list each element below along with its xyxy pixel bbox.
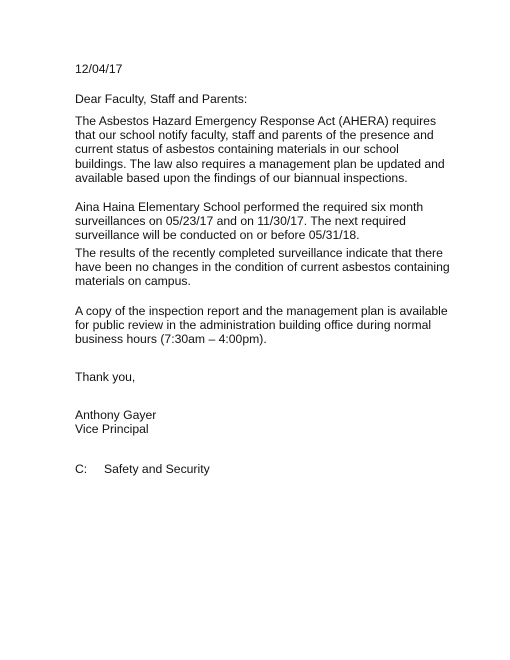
letter-greeting: Dear Faculty, Staff and Parents:: [75, 92, 248, 106]
letter-date: 12/04/17: [75, 62, 123, 76]
paragraph-public-review: [75, 304, 495, 347]
cc-recipient: Safety and Security: [104, 462, 210, 476]
paragraph-line: that our school notify faculty, staff and parents of the presence and: [75, 128, 434, 143]
paragraph-line: surveillance will be conducted on or before 05/31/18.: [75, 228, 360, 243]
paragraph-line: available based upon the findings of our biannual inspections.: [75, 170, 408, 185]
paragraph-line: for public review in the administration building office during normal: [75, 318, 432, 333]
paragraph-surveillance-dates: [75, 200, 495, 243]
paragraph-line: The results of the recently completed surveillance indicate that there: [75, 246, 443, 260]
paragraph-line: surveillances on 05/23/17 and on 11/30/17. The next required: [75, 214, 406, 229]
paragraph-line: materials on campus.: [75, 274, 191, 289]
paragraph-ahera: [75, 114, 495, 185]
signer-title: Vice Principal: [75, 422, 149, 436]
paragraph-line: business hours (7:30am – 4:00pm).: [75, 332, 267, 347]
paragraph-line: buildings. The law also requires a management plan be updated and: [75, 156, 445, 171]
paragraph-line: have been no changes in the condition of current asbestos containing: [75, 260, 450, 275]
paragraph-line: current status of asbestos containing materials in our school: [75, 142, 399, 157]
letter-closing: Thank you,: [75, 370, 136, 384]
paragraph-line: Aina Haina Elementary School performed the required six month: [75, 200, 424, 214]
paragraph-results: [75, 246, 495, 289]
paragraph-line: The Asbestos Hazard Emergency Response Act (AHERA) requires: [75, 114, 437, 128]
paragraph-line: A copy of the inspection report and the management plan is available: [75, 304, 448, 318]
signer-name: Anthony Gayer: [75, 408, 157, 422]
cc-label: C:: [75, 462, 88, 476]
